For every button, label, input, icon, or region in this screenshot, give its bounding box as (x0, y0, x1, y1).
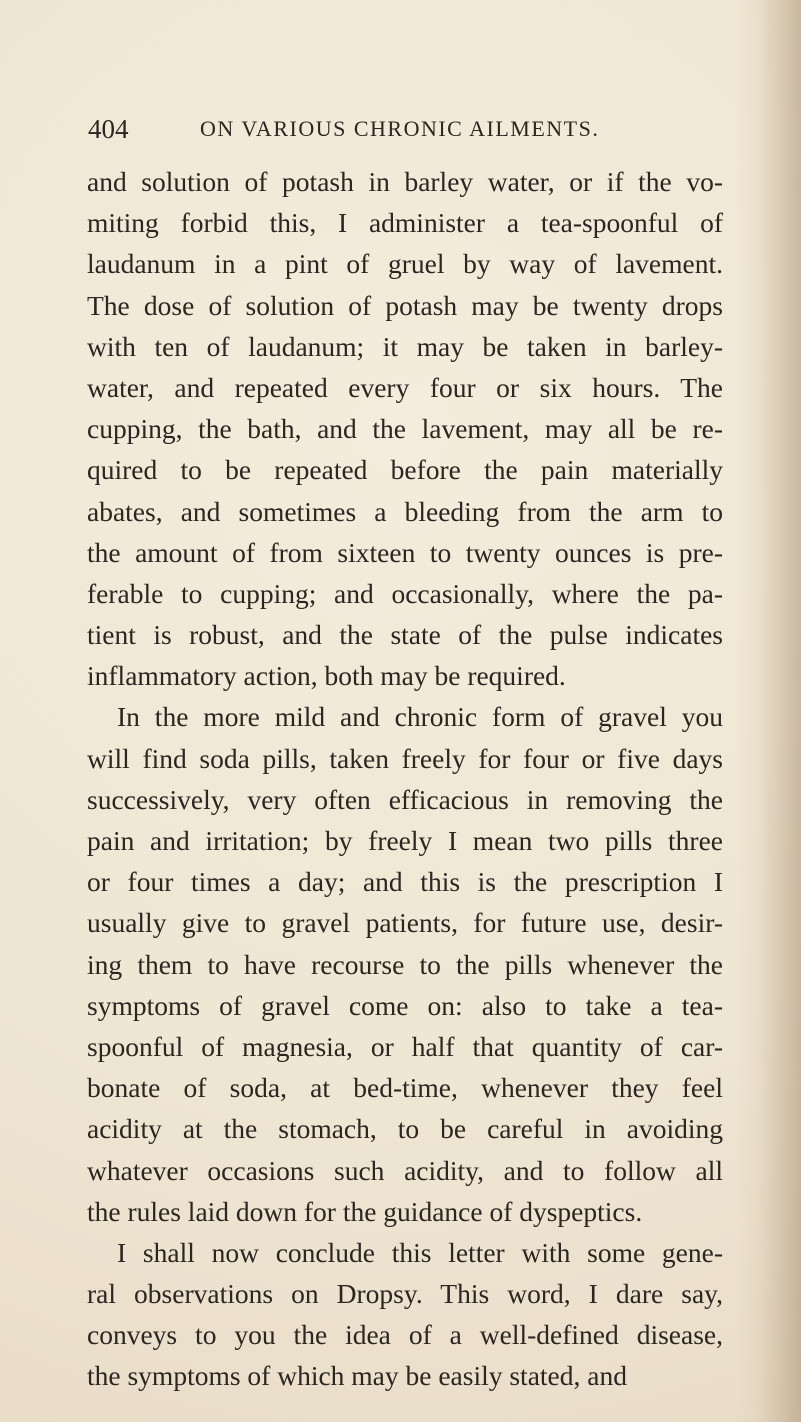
text-line-1: and solution of potash in barley water, or if the vo- (87, 166, 723, 197)
body-text (87, 161, 723, 1397)
text-line-19: usually give to gravel patients, for future use, desir- (87, 907, 723, 939)
running-head: ON VARIOUS CHRONIC AILMENTS. (200, 116, 600, 141)
text-line-30: the symptoms of which may be easily stated, and (87, 1360, 627, 1392)
text-line-2: miting forbid this, I administer a tea-spoonful of (87, 207, 723, 239)
text-line-12: tient is robust, and the state of the pulse indicates (87, 619, 723, 651)
page-number: 404 (88, 114, 129, 144)
text-line-7: cupping, the bath, and the lavement, may all be re- (87, 413, 723, 445)
text-line-3: laudanum in a pint of gruel by way of lavement. (87, 248, 723, 280)
text-line-26: the rules laid down for the guidance of dyspeptics. (87, 1195, 643, 1227)
text-line-17: pain and irritation; by freely I mean two pills three (87, 825, 723, 856)
text-line-11: ferable to cupping; and occasionally, where the pa- (87, 577, 723, 609)
text-line-22: spoonful of magnesia, or half that quantity of car- (87, 1030, 723, 1062)
page-edge-shadow (757, 0, 801, 1422)
text-line-13: inflammatory action, both may be required. (87, 660, 566, 692)
text-line-4: The dose of solution of potash may be twenty drops (87, 289, 723, 321)
text-line-14: In the more mild and chronic form of gravel you (117, 701, 723, 733)
text-line-8: quired to be repeated before the pain materially (87, 454, 723, 486)
text-line-20: ing them to have recourse to the pills whenever the (87, 948, 723, 980)
text-line-29: conveys to you the idea of a well-defined disease, (87, 1319, 723, 1351)
text-line-25: whatever occasions such acidity, and to follow all (87, 1154, 723, 1186)
text-line-6: water, and repeated every four or six hours. The (87, 371, 723, 403)
page-header (88, 112, 720, 146)
text-line-28: ral observations on Dropsy. This word, I dare say, (87, 1278, 723, 1310)
text-line-5: with ten of laudanum; it may be taken in barley- (87, 330, 723, 362)
text-line-23: bonate of soda, at bed-time, whenever they feel (87, 1072, 723, 1104)
text-line-18: or four times a day; and this is the prescription I (87, 866, 723, 898)
text-line-10: the amount of from sixteen to twenty ounces is pre- (87, 536, 723, 568)
text-line-9: abates, and sometimes a bleeding from the arm to (87, 495, 723, 527)
text-line-16: successively, very often efficacious in removing the (87, 783, 723, 815)
text-line-27: I shall now conclude this letter with some gene- (117, 1236, 723, 1268)
text-line-21: symptoms of gravel come on: also to take a tea- (87, 989, 723, 1021)
text-line-24: acidity at the stomach, to be careful in avoiding (87, 1113, 723, 1145)
text-line-15: will find soda pills, taken freely for four or five days (87, 742, 723, 774)
